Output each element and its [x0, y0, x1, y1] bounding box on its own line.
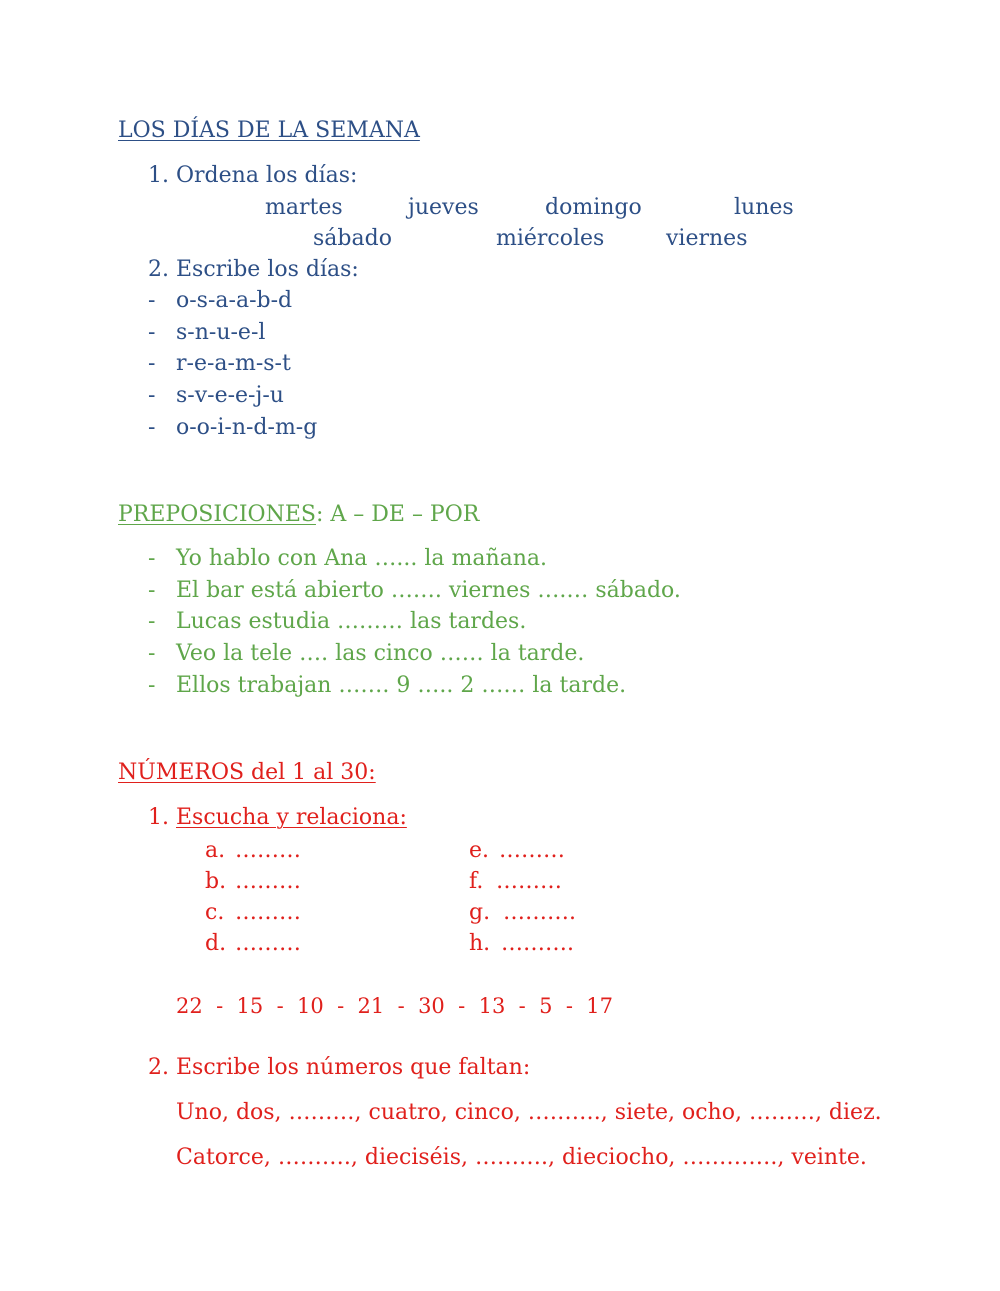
prepositions-heading-options: : A – DE – POR	[315, 502, 480, 527]
match-letter: f.	[469, 869, 484, 894]
day-word: miércoles	[496, 226, 605, 251]
list-bullet: -	[148, 546, 156, 571]
preposition-sentence: Veo la tele …. las cinco …… la tarde.	[176, 641, 585, 666]
day-word: jueves	[408, 195, 479, 220]
preposition-sentence: El bar está abierto ……. viernes ….… sábado.	[176, 578, 681, 603]
match-letter: d.	[205, 931, 227, 956]
match-blank: ………	[496, 869, 562, 894]
list-bullet: -	[148, 351, 156, 376]
match-letter: g.	[469, 900, 491, 925]
days-heading: LOS DÍAS DE LA SEMANA	[118, 118, 420, 143]
list-bullet: -	[148, 415, 156, 440]
preposition-sentence: Ellos trabajan ……. 9 ….. 2 …… la tarde.	[176, 673, 627, 698]
scrambled-word: s-n-u-e-l	[176, 320, 266, 345]
preposition-sentence: Lucas estudia ……… las tardes.	[176, 609, 527, 634]
days-ex1-label: Ordena los días:	[176, 163, 358, 188]
prepositions-heading-title: PREPOSICIONES	[118, 502, 316, 527]
scrambled-word: o-s-a-a-b-d	[176, 288, 293, 313]
numbers-ex1-label: Escucha y relaciona:	[176, 805, 407, 830]
preposition-sentence: Yo hablo con Ana …... la mañana.	[176, 546, 548, 571]
days-ex2-number: 2.	[148, 257, 169, 282]
day-word: viernes	[666, 226, 748, 251]
scrambled-word: r-e-a-m-s-t	[176, 351, 291, 376]
match-letter: c.	[205, 900, 225, 925]
match-letter: a.	[205, 838, 226, 863]
day-word: martes	[265, 195, 343, 220]
list-bullet: -	[148, 578, 156, 603]
days-ex2-label: Escribe los días:	[176, 257, 359, 282]
match-letter: b.	[205, 869, 227, 894]
scrambled-word: s-v-e-e-j-u	[176, 383, 284, 408]
match-letter: e.	[469, 838, 490, 863]
scrambled-word: o-o-i-n-d-m-g	[176, 415, 318, 440]
match-blank: ………	[235, 900, 301, 925]
list-bullet: -	[148, 288, 156, 313]
list-bullet: -	[148, 320, 156, 345]
match-blank: ………	[235, 838, 301, 863]
match-blank: ………	[235, 869, 301, 894]
numbers-list: 22 - 15 - 10 - 21 - 30 - 13 - 5 - 17	[176, 994, 613, 1018]
match-letter: h.	[469, 931, 491, 956]
missing-numbers-line: Catorce, ………., dieciséis, ………., dieciocho, …………., veinte.	[176, 1145, 867, 1170]
match-blank: ………	[235, 931, 301, 956]
day-word: domingo	[545, 195, 642, 220]
numbers-ex2-number: 2.	[148, 1055, 169, 1080]
list-bullet: -	[148, 609, 156, 634]
list-bullet: -	[148, 383, 156, 408]
list-bullet: -	[148, 641, 156, 666]
prepositions-heading	[118, 504, 479, 526]
list-bullet: -	[148, 673, 156, 698]
day-word: lunes	[734, 195, 794, 220]
missing-numbers-line: Uno, dos, ………, cuatro, cinco, ………., siete, ocho, ………, diez.	[176, 1100, 882, 1125]
match-blank: ………	[499, 838, 565, 863]
match-blank: ……….	[503, 900, 576, 925]
numbers-heading: NÚMEROS del 1 al 30:	[118, 760, 376, 785]
days-ex1-number: 1.	[148, 163, 169, 188]
match-blank: ……….	[501, 931, 574, 956]
numbers-ex1-number: 1.	[148, 805, 169, 830]
numbers-ex2-label: Escribe los números que faltan:	[176, 1055, 531, 1080]
day-word: sábado	[313, 226, 392, 251]
